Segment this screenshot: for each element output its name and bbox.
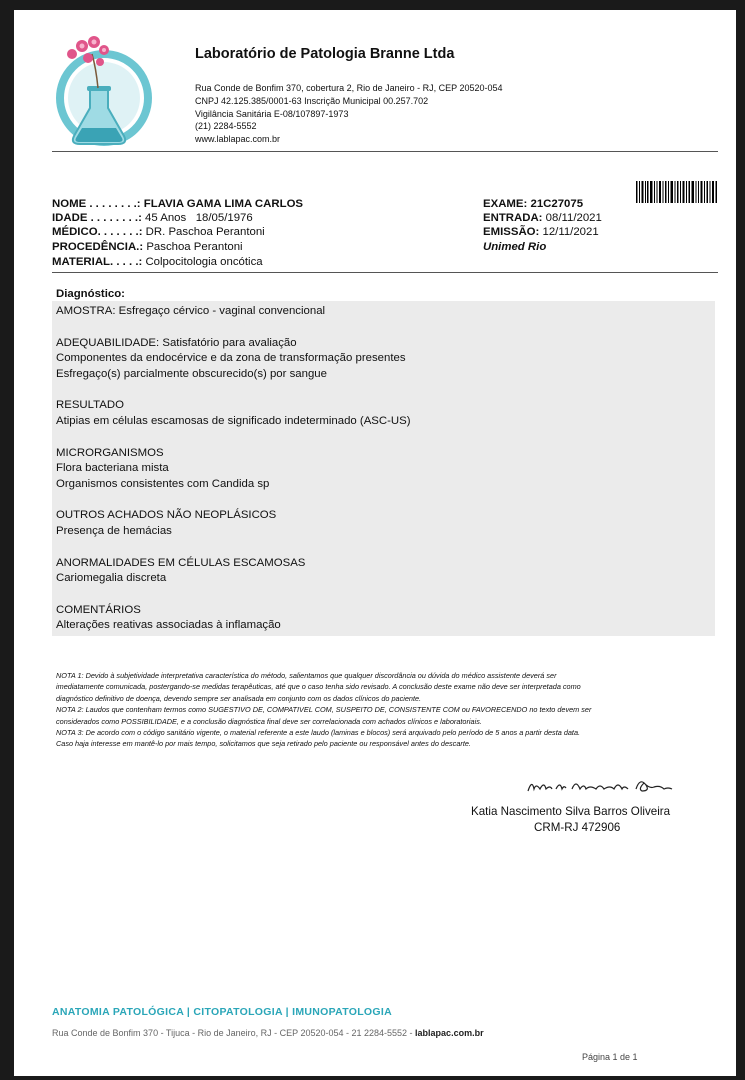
resultado-title: RESULTADO <box>56 399 124 412</box>
entrada-value: 08/11/2021 <box>545 212 602 224</box>
diagnosis-text <box>56 304 411 634</box>
notes <box>56 670 716 750</box>
barcode-icon <box>636 181 718 203</box>
footer-site[interactable]: lablapac.com.br <box>415 1028 484 1038</box>
patient-name-row <box>52 197 303 212</box>
material-label: MATERIAL. . . . .: <box>52 256 143 268</box>
patient-name: FLAVIA GAMA LIMA CARLOS <box>143 198 304 210</box>
entrada-row <box>483 211 602 226</box>
note-line: imediatamente comunicada, postergando-se medidas terapêuticas, até que o caso tenha sido revisado. A conclusão deste exame não deve ser interpretada como <box>56 682 581 692</box>
idade-label: IDADE . . . . . . . .: <box>52 212 142 224</box>
procedencia-row <box>52 240 243 255</box>
lab-name: Laboratório de Patologia Branne Ltda <box>195 46 455 62</box>
flask-logo-icon <box>52 32 156 150</box>
header-divider <box>52 151 718 152</box>
patient-divider <box>52 272 718 273</box>
anormalidades: Cariomegalia discreta <box>56 572 167 585</box>
anormalidades-title: ANORMALIDADES EM CÉLULAS ESCAMOSAS <box>56 556 306 569</box>
outros-title: OUTROS ACHADOS NÃO NEOPLÁSICOS <box>56 509 277 522</box>
note-line: NOTA 2: Laudos que contenham termos como SUGESTIVO DE, COMPATIVEL COM, SUSPEITO DE, CONSISTENTE COM ou FAVORECENDO no texto devem ser <box>56 705 592 715</box>
emissao-label: EMISSÃO: <box>483 226 540 238</box>
footer-address-text: Rua Conde de Bonfim 370 - Tijuca - Rio de Janeiro, RJ - CEP 20520-054 - 21 2284-5552 - <box>52 1028 416 1038</box>
material-row <box>52 255 263 270</box>
adequabilidade-line1: Componentes da endocérvice e da zona de transformação presentes <box>56 352 406 365</box>
microrganismos-title: MICRORGANISMOS <box>56 446 164 459</box>
lab-website: www.lablapac.com.br <box>195 134 281 145</box>
comentarios-title: COMENTÁRIOS <box>56 603 141 616</box>
patient-birth: 18/05/1976 <box>195 212 253 224</box>
medico-label: MÉDICO. . . . . . .: <box>52 226 143 238</box>
convenio: Unimed Rio <box>483 241 547 253</box>
patient-age-row <box>52 211 253 226</box>
doctor-name: Katia Nascimento Silva Barros Oliveira <box>471 805 671 818</box>
footer-address <box>52 1028 484 1038</box>
patient-age: 45 Anos <box>145 212 187 224</box>
nome-label: NOME . . . . . . . .: <box>52 198 141 210</box>
note-line: NOTA 3: De acordo com o código sanitário vigente, o material referente a este laudo (laminas e blocos) será arquivado pelo período de 5 anos a partir desta data. <box>56 728 581 738</box>
diagnosis-title: Diagnóstico: <box>56 288 125 300</box>
microrganismos-line1: Flora bacteriana mista <box>56 462 169 475</box>
entrada-label: ENTRADA: <box>483 212 543 224</box>
lab-phone: (21) 2284-5552 <box>195 121 257 132</box>
emissao-row <box>483 225 599 240</box>
comentarios: Alterações reativas associadas à inflamação <box>56 619 281 632</box>
note-line: NOTA 1: Devido à subjetividade interpretativa característica do método, salientamos que qualquer discordância ou dúvida do médico assistente deverá ser <box>56 671 557 680</box>
exame-value: 21C27075 <box>530 198 584 210</box>
lab-info <box>195 82 503 146</box>
microrganismos-line2: Organismos consistentes com Candida sp <box>56 477 270 490</box>
signature-icon <box>526 775 676 797</box>
note-line: considerados como POSSIBILIDADE, e a conclusão diagnóstica final deve ser correlacionada com achados clínicos e laboratoriais. <box>56 716 482 726</box>
page-number: Página 1 de 1 <box>582 1052 638 1062</box>
footer-tagline: ANATOMIA PATOLÓGICA | CITOPATOLOGIA | IMUNOPATOLOGIA <box>52 1006 392 1018</box>
adequabilidade-line2: Esfregaço(s) parcialmente obscurecido(s) por sangue <box>56 367 327 380</box>
lab-vigilancia: Vigilância Sanitária E-08/107897-1973 <box>195 108 349 119</box>
adequabilidade: ADEQUABILIDADE: Satisfatório para avaliação <box>56 336 297 349</box>
emissao-value: 12/11/2021 <box>542 226 599 238</box>
outros: Presença de hemácias <box>56 524 172 537</box>
note-line: diagnóstico definitivo de doença, devendo sempre ser analisada em conjunto com os dados clínicos do paciente. <box>56 693 422 703</box>
lab-address: Rua Conde de Bonfim 370, cobertura 2, Rio de Janeiro - RJ, CEP 20520-054 <box>195 83 503 93</box>
medico-row <box>52 225 265 240</box>
lab-cnpj: CNPJ 42.125.385/0001-63 Inscrição Municipal 00.257.702 <box>195 95 429 106</box>
procedencia-value: Paschoa Perantoni <box>146 241 243 253</box>
doctor-crm: CRM-RJ 472906 <box>534 821 621 834</box>
note-line: Caso haja interesse em mantê-lo por mais tempo, solicitamos que seja retirado pelo paciente ou responsável antes do descarte. <box>56 739 471 749</box>
medico-value: DR. Paschoa Perantoni <box>145 226 265 238</box>
exame-row <box>483 197 583 212</box>
exame-label: EXAME: <box>483 198 528 210</box>
amostra: AMOSTRA: Esfregaço cérvico - vaginal convencional <box>56 305 326 317</box>
resultado: Atipias em células escamosas de significado indeterminado (ASC-US) <box>56 414 411 427</box>
material-value: Colpocitologia oncótica <box>145 256 263 268</box>
procedencia-label: PROCEDÊNCIA.: <box>52 241 144 253</box>
report-page <box>14 10 736 1076</box>
